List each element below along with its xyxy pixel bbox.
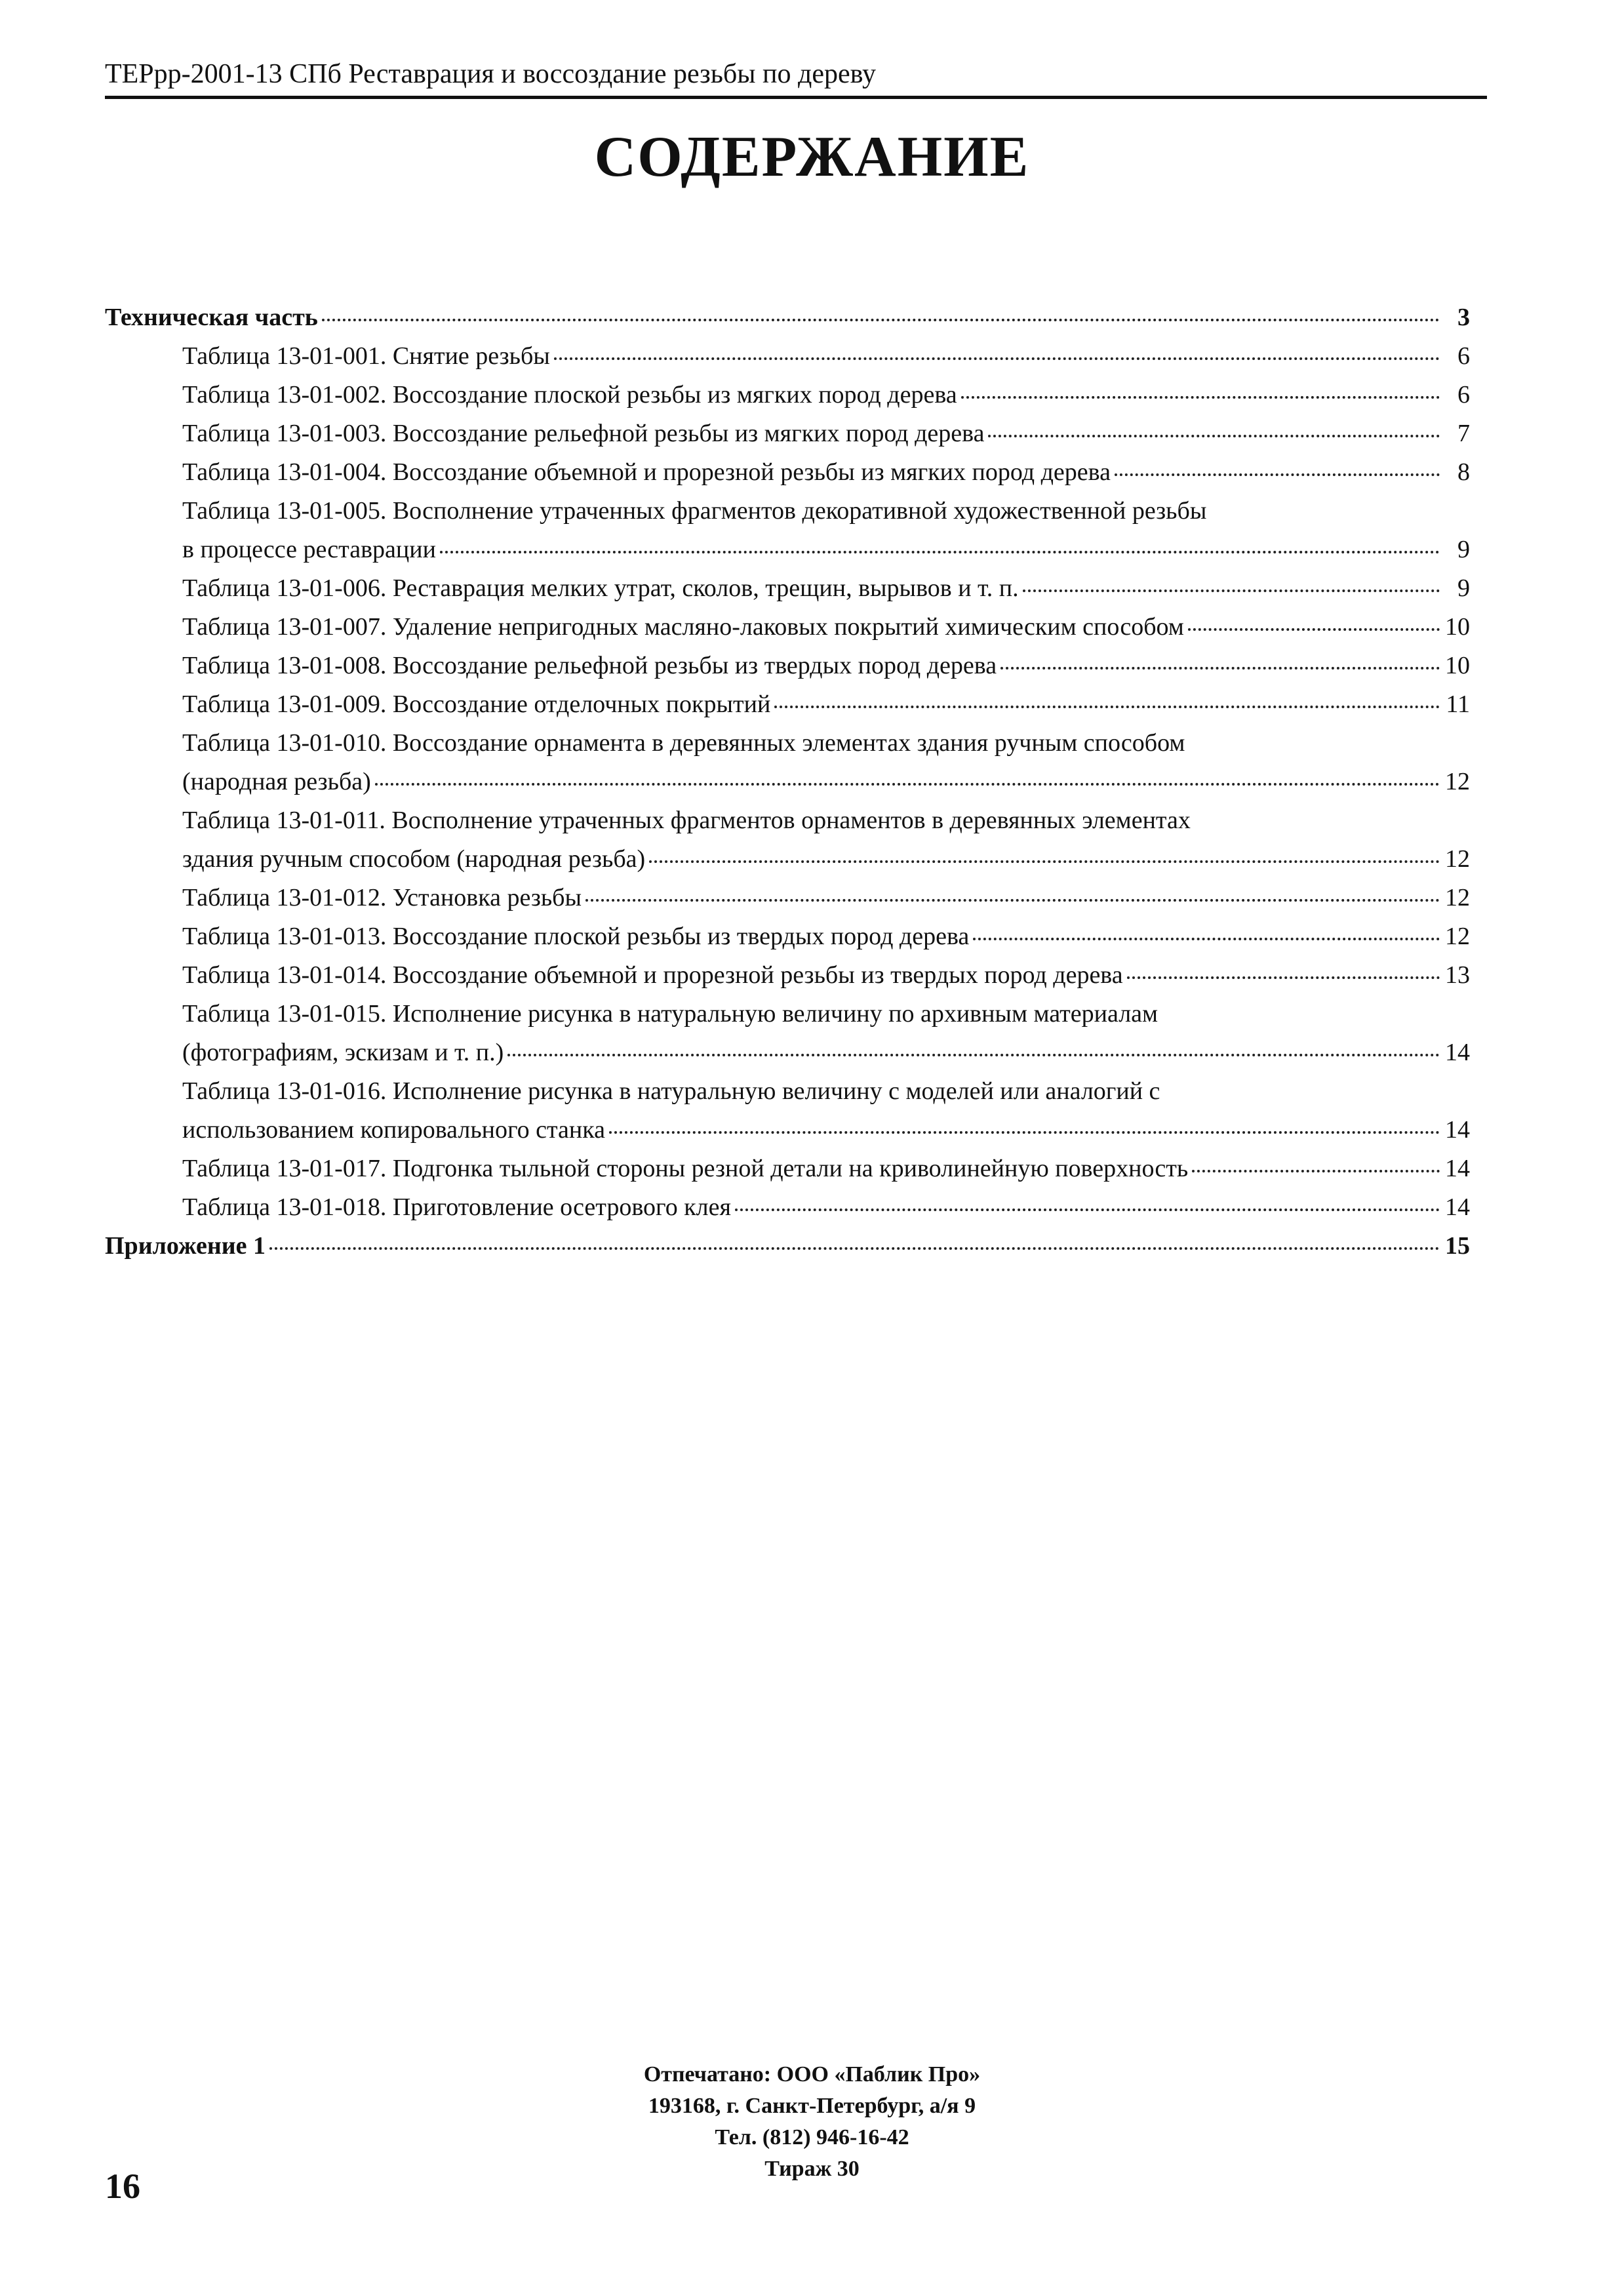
dot-leader xyxy=(649,854,1440,863)
dot-leader xyxy=(375,776,1440,786)
toc-entry-table[interactable] xyxy=(105,569,1470,608)
dot-leader xyxy=(988,428,1440,437)
toc-entry-table[interactable] xyxy=(105,879,1470,917)
toc-entry-label: Техническая часть xyxy=(105,304,318,331)
toc-page-number: 12 xyxy=(1445,845,1470,873)
toc-page-number: 11 xyxy=(1446,690,1470,718)
imprint xyxy=(0,2059,1624,2185)
dot-leader xyxy=(973,931,1440,940)
toc-page-number: 12 xyxy=(1445,923,1470,950)
toc-entry-label: Таблица 13-01-017. Подгонка тыльной стороны резной детали на криволинейную поверхность xyxy=(182,1155,1189,1182)
toc-entry-label: Таблица 13-01-011. Восполнение утраченных фрагментов орнаментов в деревянных элементах xyxy=(182,807,1191,834)
dot-leader xyxy=(322,312,1440,321)
toc-entry-table[interactable] xyxy=(105,724,1470,801)
toc-entry-table[interactable] xyxy=(105,647,1470,685)
toc-page-number: 14 xyxy=(1445,1155,1470,1182)
toc-entry-table[interactable] xyxy=(105,608,1470,647)
dot-leader xyxy=(1115,467,1440,476)
dot-leader xyxy=(1192,1163,1440,1172)
toc-entry-table[interactable] xyxy=(105,376,1470,414)
toc-page-number: 14 xyxy=(1445,1039,1470,1066)
toc-entry-label: Таблица 13-01-002. Воссоздание плоской резьбы из мягких пород дерева xyxy=(182,381,957,409)
toc-entry-label: Таблица 13-01-005. Восполнение утраченных фрагментов декоративной художественной резьбы xyxy=(182,497,1207,525)
toc-entry-label-cont: в процессе реставрации xyxy=(182,536,436,563)
toc-page-number: 3 xyxy=(1457,304,1470,331)
table-of-contents xyxy=(105,298,1470,1266)
toc-entry-label: Таблица 13-01-006. Реставрация мелких утрат, сколов, трещин, вырывов и т. п. xyxy=(182,574,1019,602)
imprint-printer: Отпечатано: ООО «Паблик Про» xyxy=(643,2062,981,2087)
dot-leader xyxy=(269,1241,1440,1250)
toc-entry-label: Таблица 13-01-012. Установка резьбы xyxy=(182,884,582,911)
toc-entry-table[interactable] xyxy=(105,917,1470,956)
toc-entry-label: Таблица 13-01-007. Удаление непригодных масляно-лаковых покрытий химическим способом xyxy=(182,613,1184,641)
toc-entry-label: Приложение 1 xyxy=(105,1232,266,1260)
toc-entry-label: Таблица 13-01-004. Воссоздание объемной и прорезной резьбы из мягких пород дерева xyxy=(182,458,1111,486)
imprint-phone: Тел. (812) 946-16-42 xyxy=(715,2125,909,2149)
toc-entry-technical-part[interactable] xyxy=(105,298,1470,337)
toc-entry-continuation xyxy=(182,763,1470,801)
running-header: ТЕРрр-2001-13 СПб Реставрация и воссоздание резьбы по дереву xyxy=(105,59,877,89)
toc-entry-continuation xyxy=(182,1033,1470,1072)
dot-leader xyxy=(961,390,1440,399)
toc-entry-continuation xyxy=(182,530,1470,569)
toc-entry-table[interactable] xyxy=(105,995,1470,1072)
toc-page-number: 12 xyxy=(1445,768,1470,795)
toc-table-list xyxy=(105,337,1470,1227)
toc-page-number: 10 xyxy=(1445,652,1470,679)
dot-leader xyxy=(554,351,1440,360)
toc-entry-label: Таблица 13-01-016. Исполнение рисунка в натуральную величину с моделей или аналогий с xyxy=(182,1077,1160,1105)
toc-entry-table[interactable] xyxy=(105,801,1470,879)
toc-entry-label: Таблица 13-01-010. Воссоздание орнамента в деревянных элементах здания ручным способом xyxy=(182,729,1185,757)
dot-leader xyxy=(1127,970,1440,979)
dot-leader xyxy=(1023,583,1440,592)
toc-entry-table[interactable] xyxy=(105,956,1470,995)
imprint-circulation: Тираж 30 xyxy=(764,2157,860,2181)
toc-page-number: 8 xyxy=(1457,458,1470,486)
dot-leader xyxy=(1000,660,1440,669)
toc-page-number: 9 xyxy=(1457,574,1470,602)
toc-entry-label-cont: здания ручным способом (народная резьба) xyxy=(182,845,646,873)
toc-entry-label-cont: (фотографиям, эскизам и т. п.) xyxy=(182,1039,504,1066)
toc-entry-table[interactable] xyxy=(105,337,1470,376)
toc-page-number: 14 xyxy=(1445,1193,1470,1221)
toc-entry-table[interactable] xyxy=(105,1072,1470,1149)
header-rule xyxy=(105,96,1487,99)
toc-page-number: 12 xyxy=(1445,884,1470,911)
toc-page-number: 10 xyxy=(1445,613,1470,641)
toc-entry-continuation xyxy=(182,1111,1470,1149)
page-number: 16 xyxy=(105,2167,140,2206)
toc-page-number: 15 xyxy=(1445,1232,1470,1260)
toc-entry-table[interactable] xyxy=(105,453,1470,492)
toc-page-number: 14 xyxy=(1445,1116,1470,1144)
dot-leader xyxy=(609,1125,1440,1134)
toc-entry-label-cont: использованием копировального станка xyxy=(182,1116,606,1144)
toc-entry-label: Таблица 13-01-009. Воссоздание отделочных покрытий xyxy=(182,690,771,718)
page-title: СОДЕРЖАНИЕ xyxy=(594,125,1030,189)
dot-leader xyxy=(735,1202,1440,1211)
toc-page-number: 9 xyxy=(1457,536,1470,563)
imprint-address: 193168, г. Санкт-Петербург, а/я 9 xyxy=(648,2094,976,2118)
toc-entry-table[interactable] xyxy=(105,1188,1470,1227)
toc-entry-label: Таблица 13-01-014. Воссоздание объемной и прорезной резьбы из твердых пород дерева xyxy=(182,961,1123,989)
toc-entry-table[interactable] xyxy=(105,492,1470,569)
toc-entry-appendix[interactable] xyxy=(105,1227,1470,1266)
toc-entry-label: Таблица 13-01-013. Воссоздание плоской резьбы из твердых пород дерева xyxy=(182,923,970,950)
toc-page-number: 6 xyxy=(1457,342,1470,370)
toc-entry-label: Таблица 13-01-001. Снятие резьбы xyxy=(182,342,550,370)
toc-entry-table[interactable] xyxy=(105,685,1470,724)
toc-page-number: 6 xyxy=(1457,381,1470,409)
dot-leader xyxy=(585,892,1440,902)
toc-entry-continuation xyxy=(182,840,1470,879)
dot-leader xyxy=(507,1047,1440,1056)
toc-entry-table[interactable] xyxy=(105,1149,1470,1188)
toc-entry-label: Таблица 13-01-015. Исполнение рисунка в натуральную величину по архивным материалам xyxy=(182,1000,1159,1028)
dot-leader xyxy=(1188,622,1440,631)
toc-entry-label: Таблица 13-01-008. Воссоздание рельефной резьбы из твердых пород дерева xyxy=(182,652,997,679)
dot-leader xyxy=(440,544,1440,553)
toc-page-number: 13 xyxy=(1445,961,1470,989)
toc-page-number: 7 xyxy=(1457,420,1470,447)
toc-entry-label-cont: (народная резьба) xyxy=(182,768,371,795)
toc-entry-table[interactable] xyxy=(105,414,1470,453)
toc-entry-label: Таблица 13-01-018. Приготовление осетрового клея xyxy=(182,1193,731,1221)
toc-entry-label: Таблица 13-01-003. Воссоздание рельефной резьбы из мягких пород дерева xyxy=(182,420,985,447)
dot-leader xyxy=(774,699,1440,708)
